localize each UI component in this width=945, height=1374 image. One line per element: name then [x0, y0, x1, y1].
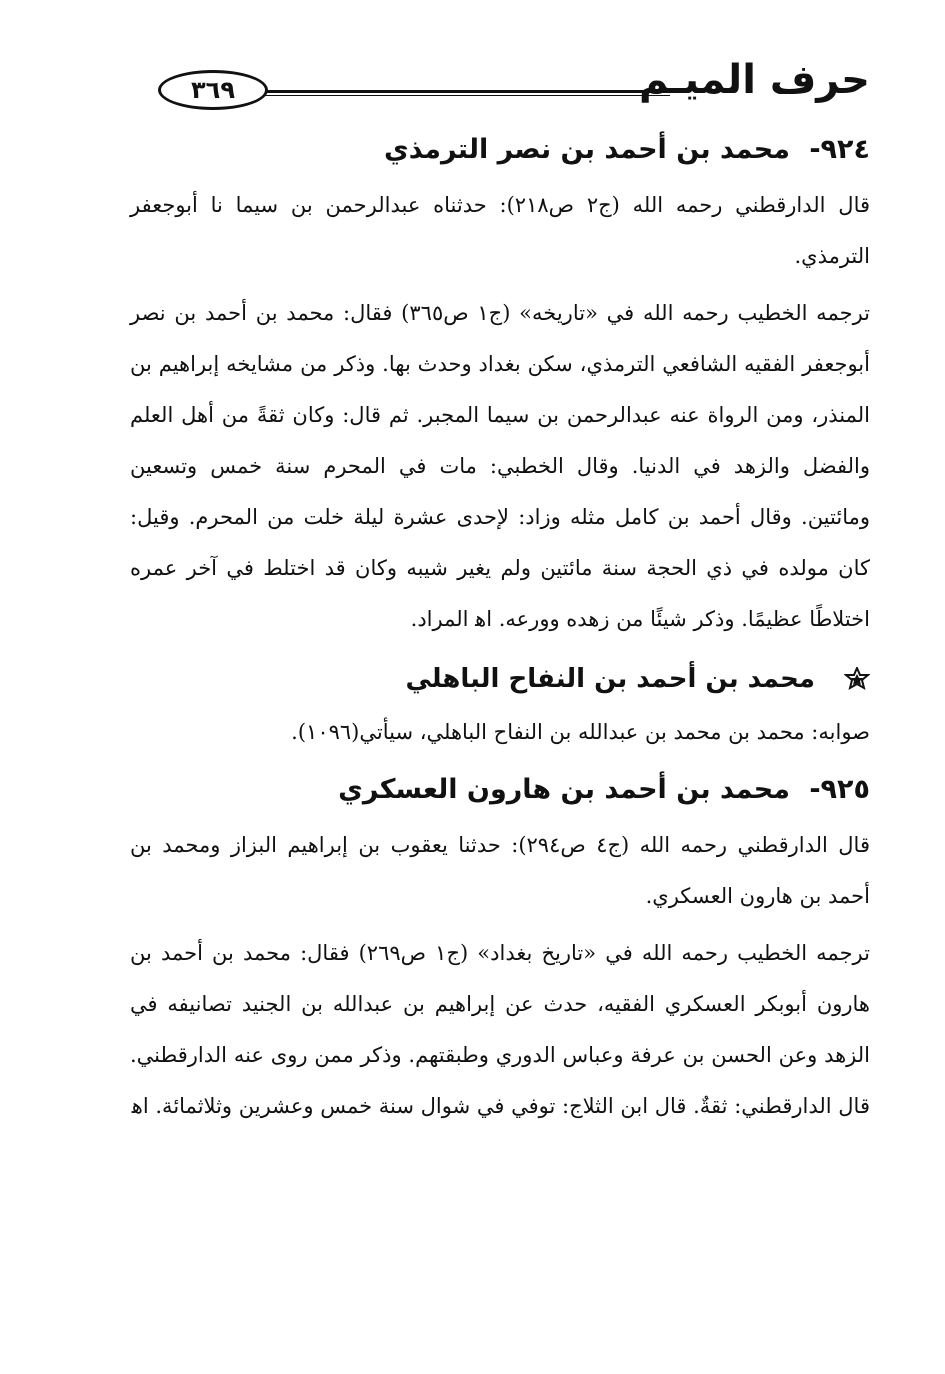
note-title — [130, 659, 870, 699]
entry-title-924 — [130, 130, 870, 170]
entry-number: ٩٢٥- — [809, 774, 870, 805]
entry-paragraph: قال الدارقطني رحمه الله (ج٤ ص٢٩٤): حدثنا يعقوب بن إبراهيم البزاز ومحمد بن أحمد بن هارون العسكري. — [130, 833, 870, 908]
note-name: محمد بن أحمد بن النفاح الباهلي — [405, 664, 815, 694]
chapter-title: حرف الميـم — [638, 57, 870, 103]
page-content — [130, 118, 870, 1138]
entry-number: ٩٢٤- — [809, 134, 870, 165]
entry-paragraph: ترجمه الخطيب رحمه الله في «تاريخ بغداد» (ج١ ص٢٦٩) فقال: محمد بن أحمد بن هارون أبوبكر العسكري الفقيه، حدث عن إبراهيم بن عبدالله بن الجنيد تصانيفه في الزهد وعن الحسن بن عرفة وعباس الدوري وطبقتهم. وذكر ممن روى عنه الدارقطني. قال الدارقطني: ثقةٌ. قال ابن الثلاج: توفي في شوال سنة خمس وعشرين وثلاثمائة. ا‌ﻫ — [130, 941, 870, 1118]
page-header — [130, 56, 870, 116]
entry-paragraph: قال الدارقطني رحمه الله (ج٢ ص٢١٨): حدثناه عبدالرحمن بن سيما نا أبوجعفر الترمذي. — [130, 193, 870, 268]
entry-name: محمد بن أحمد بن نصر الترمذي — [383, 134, 790, 165]
note-text: صوابه: محمد بن محمد بن عبدالله بن النفاح الباهلي، سيأتي(١٠٩٦). — [291, 720, 870, 744]
entry-title-925 — [130, 770, 870, 810]
entry-name: محمد بن أحمد بن هارون العسكري — [338, 774, 790, 805]
entry-paragraph: ترجمه الخطيب رحمه الله في «تاريخه» (ج١ ص٣٦٥) فقال: محمد بن أحمد بن نصر أبوجعفر الفقيه الشافعي الترمذي، سكن بغداد وحدث بها. وذكر من مشايخه إبراهيم بن المنذر، ومن الرواة عنه عبدالرحمن بن سيما المجبر. ثم قال: وكان ثقةً من أهل العلم والفضل والزهد في الدنيا. وقال الخطبي: مات في المحرم سنة خمس وتسعين ومائتين. وقال أحمد بن كامل مثله وزاد: لإحدى عشرة ليلة خلت من المحرم. وقيل: كان مولده في ذي الحجة سنة مائتين ولم يغير شيبه وكان قد اختلط في آخر عمره اختلاطًا عظيمًا. وذكر شيئًا من زهده وورعه. ا‌ﻫ المراد. — [130, 301, 870, 631]
page-number: ٣٦٩ — [158, 70, 268, 110]
star-icon — [844, 667, 870, 693]
